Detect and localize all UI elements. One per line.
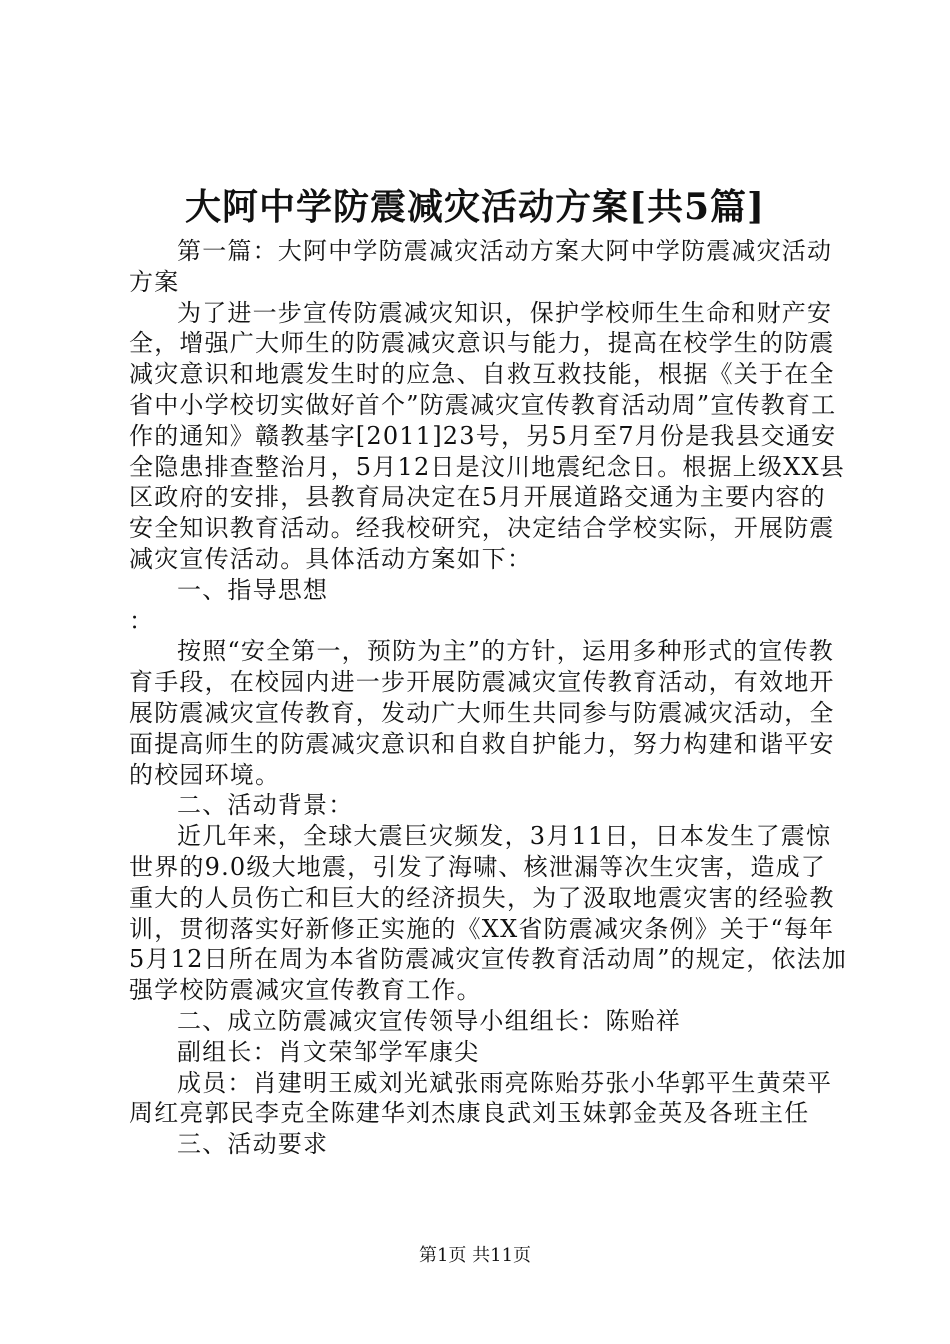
document-body <box>129 236 849 1160</box>
section-heading-requirements: 三、活动要求 <box>177 1130 329 1159</box>
section-heading-background: 二、活动背景： <box>177 791 354 820</box>
paragraph-first-article-heading: 第一篇：大阿中学防震减灾活动方案大阿中学防震减灾活动方案 <box>129 237 833 296</box>
document-title: 大阿中学防震减灾活动方案[共5篇] <box>184 186 766 228</box>
paragraph-introduction: 为了进一步宣传防震减灾知识，保护学校师生生命和财产安全，增强广大师生的防震减灾意识与能力，提高在校学生的防震减灾意识和地震发生时的应急、自救互救技能，根据《关于在全省中小学校切实做好首个”防震减灾宣传教育活动周”宣传教育工作的通知》赣教基字[2011]23号，另5月至7月份是我县交通安全隐患排查整治月，5月12日是汶川地震纪念日。根据上级XX县区政府的安排，县教育局决定在5月开展道路交通为主要内容的安全知识教育活动。经我校研究，决定结合学校实际，开展防震减灾宣传活动。具体活动方案如下： <box>129 298 845 573</box>
section-heading-leadership-group: 二、成立防震减灾宣传领导小组组长：陈贻祥 <box>177 1006 681 1035</box>
paragraph-members: 成员：肖建明王威刘光斌张雨亮陈贻芬张小华郭平生黄荣平周红亮郭民李克全陈建华刘杰康良武刘玉妹郭金英及各班主任 <box>129 1068 833 1128</box>
paragraph-deputy-leaders: 副组长：肖文荣邹学军康尖 <box>177 1037 480 1066</box>
paragraph-guiding-ideology: 按照“安全第一，预防为主”的方针，运用多种形式的宣传教育手段，在校园内进一步开展防震减灾宣传教育活动，有效地开展防震减灾宣传教育，发动广大师生共同参与防震减灾活动，全面提高师生的防震减灾意识和自救自护能力，努力构建和谐平安的校园环境。 <box>129 637 835 789</box>
stray-colon: ： <box>129 606 155 635</box>
page-number-footer: 第1页 共11页 <box>418 1245 532 1266</box>
section-heading-guiding-ideology: 一、指导思想 <box>177 575 329 604</box>
paragraph-background: 近几年来，全球大震巨灾频发，3月11日，日本发生了震惊世界的9.0级大地震，引发了海啸、核泄漏等次生灾害，造成了重大的人员伤亡和巨大的经济损失，为了汲取地震灾害的经验教训，贯彻落实好新修正实施的《XX省防震减灾条例》关于“每年5月12日所在周为本省防震减灾宣传教育活动周”的规定，依法加强学校防震减灾宣传教育工作。 <box>129 822 848 1005</box>
